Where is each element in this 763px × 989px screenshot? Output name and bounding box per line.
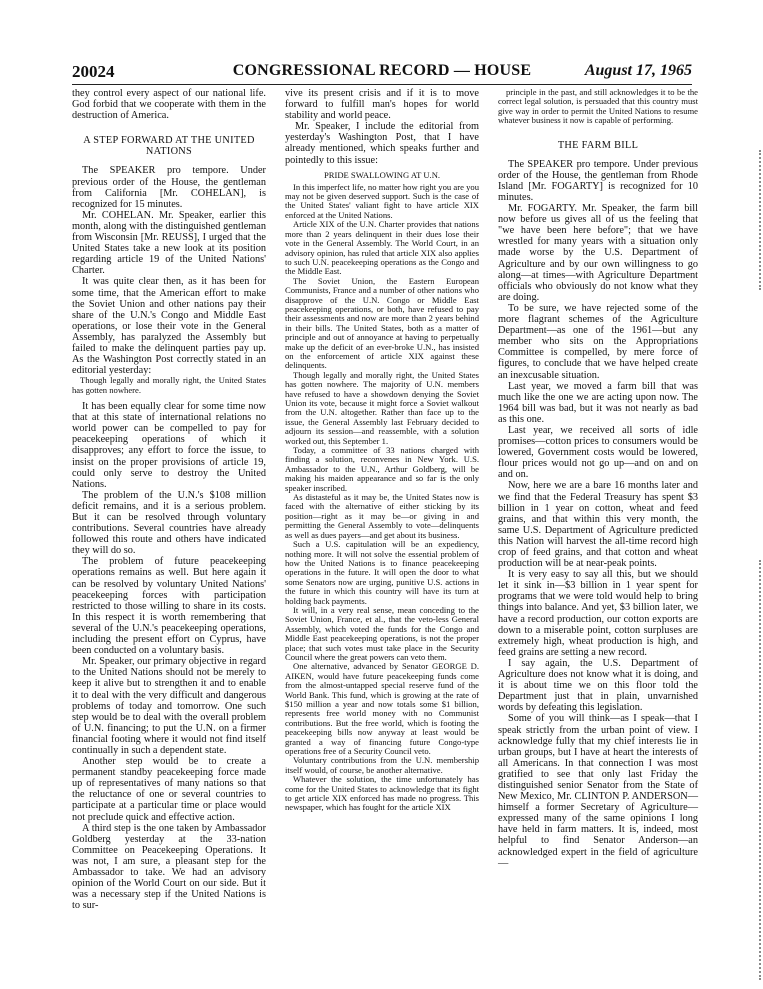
paragraph: The problem of the U.N.'s $108 million deficit remains, and it is a serious problem. But it can be resolved through voluntary contributions. Several countries have already followed this route and others have indicated they will do so.: [72, 489, 266, 557]
scan-edge-mark: [743, 150, 761, 290]
quoted-text: It will, in a very real sense, mean conceding to the Soviet Union, France, et al., that the veto-less General Assembly, which voted the funds for the Congo and Middle East peacekeeping operations, is not the proper place; that such votes must take place in the Security Council where the great powers can veto them.: [285, 604, 479, 662]
paragraph: The SPEAKER pro tempore. Under previous order of the House, the gentleman from California [Mr. COHELAN], is recognized for 15 minutes.: [72, 165, 266, 210]
paragraph: It is very easy to say all this, but we should let it sink in—$3 billion in 1 year spent for programs that we were told would help to bring things into balance. And yet, $3 billion later, we have a record production, our cotton exports are down to a miserable point, cotton surpluses are extremely high, wheat production is high, and feed grains are setting a new record.: [498, 569, 698, 658]
editorial-title: PRIDE SWALLOWING AT U.N.: [323, 169, 441, 180]
paragraph: Mr. Speaker, I include the editorial from yesterday's Washington Post, that I have already mentioned, which speaks further and pointedly to this issue:: [285, 121, 479, 166]
paragraph: To be sure, we have rejected some of the more flagrant schemes of the Agriculture Department—as one of the 1961—but any member who sits on the Appropriations Committee is compelled, by mere force of figures, to conclude that we have helped create an inexcusable situation.: [498, 302, 698, 381]
page-number: 20024: [72, 62, 115, 81]
paragraph: A third step is the one taken by Ambassador Goldberg yesterday at the 33-nation Committee on Peacekeeping Operations. It was not, I am sure, a pleasant step for the Ambassador to take. We had an advisory opinion of the World Court on our side. But it was a necessary step if the United Nations is to sur-: [72, 822, 266, 912]
quoted-text: Today, a committee of 33 nations charged with finding a solution, reconvenes in New York. U.S. Ambassador to the U.N., Arthur Goldberg, will be making his maiden appearance and so far is the only speaker inscribed.: [285, 445, 479, 493]
paragraph: Some of you will think—as I speak—that I speak strictly from the urban point of view. I acknowledge fully that my chief interests lie in urban groups, but I have at heart the interests of all Americans. In that connection I was most gratified to see that only last Friday the distinguished senior Senator from the State of New Mexico, Mr. CLINTON P. ANDERSON—himself a former Secretary of Agriculture—expressed many of the same opinions I long have held in farm matters. It is, indeed, most helpful to find Senator Anderson—an acknowledged expert in the field of agriculture—: [498, 713, 698, 869]
quoted-text: Though legally and morally right, the United States has gotten nowhere.: [72, 375, 266, 395]
section-title: A STEP FORWARD AT THE UNITED NATIONS: [83, 135, 255, 158]
column-2: [285, 88, 479, 813]
paragraph: I say again, the U.S. Department of Agriculture does not know what it is doing, and it is about time we on this floor told the Department just that in plain, unvarnished words by defeating this legislation.: [498, 657, 698, 714]
paragraph: Mr. FOGARTY. Mr. Speaker, the farm bill now before us gives all of us the feeling that "we have been here before"; that we have wrestled for many years with a situation only made worse by the U.S. Department of Agriculture and by our own willingness to go along—at times—with Agriculture Department officials who obviously do not know what they are doing.: [498, 203, 698, 303]
quoted-text: In this imperfect life, no matter how right you are you may not be given deserved support. Such is the case of the United States' valiant fight to have article XIX enforced at the United Nations.: [285, 181, 479, 220]
paragraph: Mr. COHELAN. Mr. Speaker, earlier this month, along with the distinguished gentleman from Wisconsin [Mr. REUSS], I urged that the United States take a new look at its position regarding article 19 of the United Nations' Charter.: [72, 209, 266, 277]
paragraph: It has been equally clear for some time now that at this state of international relations no world power can be compelled to pay for peacekeeping operations of which it disapproves; any effort to force the issue, to insist on the proper provisions of article 19, could only serve to destroy the United Nations.: [72, 401, 266, 490]
column-1: [72, 88, 266, 911]
page-header: [72, 62, 692, 84]
paragraph: It was quite clear then, as it has been for some time, that the American effort to make the Soviet Union and other nations pay their share of the U.N.'s Congo and Middle East operations, or lose their vote in the General Assembly, has paralyzed the Assembly but failed to make the delinquent parties pay up. As the Washington Post correctly stated in an editorial yesterday:: [72, 276, 266, 377]
quoted-text: As distasteful as it may be, the United States now is faced with the alternative of either sticking by its position—right as it may be—or giving in and permitting the General Assembly to vote—delinquents as well as dues payers—and get about its business.: [285, 492, 479, 540]
column-3: [498, 88, 698, 869]
paragraph: Another step would be to create a permanent standby peacekeeping force made up of representatives of many nations so that the reluctance of one or several countries to participate at a particular time or place would not preclude quick and effective action.: [72, 756, 266, 823]
paragraph: Last year, we received all sorts of idle promises—cotton prices to consumers would be lowered, Government costs would be lowered, flour prices would not go up—and on and on and on.: [498, 424, 698, 481]
quoted-text: Though legally and morally right, the United States has gotten nowhere. The majority of U.N. members have refused to have a showdown denying the Soviet Union its vote, because it might force a Soviet walkout from the U.N. altogether. Rather than face up to the issue, the General Assembly last February decided to adjourn its session—and reassemble, with a solution worked out, this September 1.: [285, 369, 479, 446]
paragraph: they control every aspect of our national life. God forbid that we cooperate with them in the destruction of America.: [72, 88, 266, 122]
scan-edge-mark: [743, 560, 761, 980]
paragraph: The problem of future peacekeeping operations remains as well. But here again it can be resolved by voluntary United Nations' peacekeeping forces with participation restricted to those willing to share in its costs. In this respect it is worth remembering that several of the U.N.'s peacekeeping operations, including the present effort on Cyprus, have been conducted on a voluntary basis.: [72, 556, 266, 657]
paragraph: Now, here we are a bare 16 months later and we find that the Federal Treasury has spent $3 billion in 1 year on cotton, wheat and feed grains, and that within this very month, the same U.S. Department of Agriculture predicted this Nation will harvest the all-time record high crop of feed grains, and that cotton and wheat production will be at near-peak points.: [498, 480, 698, 570]
section-title: THE FARM BILL: [557, 139, 639, 151]
quoted-text: The Soviet Union, the Eastern European Communists, France and a number of other nations who disapprove of the U.N. Congo or Middle East peacekeeping operations, or both, have refused to pay their assessments and now are more than 2 years behind in their bills. The United States, both as a matter of principle and out of annoyance at having to perpetually make up the deficit of an ever-broke U.N., has insisted on the enforcement of article XIX against these delinquents.: [285, 275, 479, 371]
publication-title: CONGRESSIONAL RECORD — HOUSE: [232, 62, 532, 79]
quoted-text: Article XIX of the U.N. Charter provides that nations more than 2 years delinquent in their dues lose their vote in the General Assembly. The World Court, in an advisory opinion, has ruled that article XIX also applies to such U.N. peacekeeping operations as the Congo and the Middle East.: [285, 219, 479, 277]
paragraph: vive its present crisis and if it is to move forward to fulfill man's hopes for world stability and world peace.: [285, 88, 479, 122]
quoted-text: Voluntary contributions from the U.N. membership itself would, of course, be another alternative.: [285, 755, 479, 775]
header-rule: [72, 84, 692, 85]
paragraph: Mr. Speaker, our primary objective in regard to the United Nations should not be merely to keep it alive but to strengthen it and to enable it to deal with the very difficult and dangerous problems of today and tomorrow. One such step would be to deal with the overall problem of U.N. financing; to put the U.N. on a firmer financial footing where it would not find itself continually in such a dependent state.: [72, 656, 266, 756]
paragraph: Last year, we moved a farm bill that was much like the one we are acting upon now. The 1964 bill was bad, but it was not nearly as bad as this one.: [498, 380, 698, 425]
paragraph: The SPEAKER pro tempore. Under previous order of the House, the gentleman from Rhode Island [Mr. FOGARTY] is recognized for 10 minutes.: [498, 158, 698, 203]
issue-date: August 17, 1965: [584, 62, 692, 79]
quoted-text: One alternative, advanced by Senator GEORGE D. AIKEN, would have future peacekeeping funds come from the almost-untapped special reserve fund of the World Bank. This fund, which is growing at the rate of $150 million a year and now totals some $1 billion, represents free world money with no Communist contributions. But the free world, which is footing the peacekeeping bills now anyway at least would be granted a way of financing future Congo-type operations free of a Security Council veto.: [285, 661, 479, 757]
quoted-text: Such a U.S. capitulation will be an expediency, nothing more. It will not solve the essential problem of how the United Nations is to finance peacekeeping operations in the future. It will open the door to what some Senators now are urging, punitive U.S. actions in the future in which this country will have its turn at holding back payments.: [285, 539, 479, 606]
quoted-text: Whatever the solution, the time unfortunately has come for the United States to acknowledge that its fight to get article XIX enforced has made no progress. This newspaper, which has fought for the article XIX: [285, 774, 479, 813]
quoted-text: principle in the past, and still acknowledges it to be the correct legal solution, is persuaded that this country must give way in order to permit the United Nations to resume whatever business it now is capable of performing.: [498, 87, 698, 126]
